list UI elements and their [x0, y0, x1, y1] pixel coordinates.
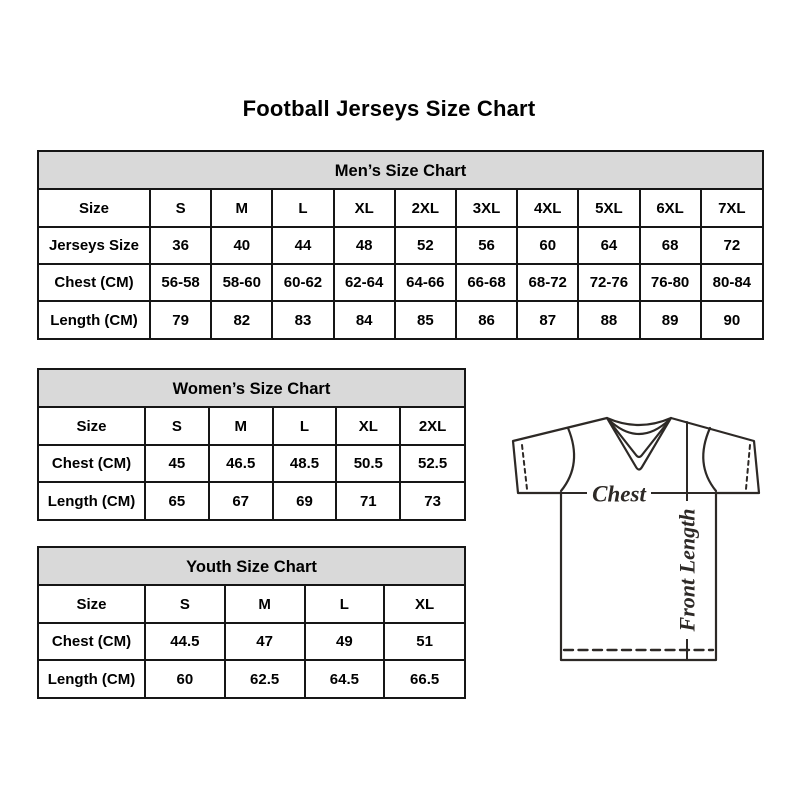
value-cell: M	[225, 586, 305, 623]
value-cell: 47	[225, 623, 305, 660]
jersey-illustration	[503, 396, 775, 674]
value-cell: L	[305, 586, 385, 623]
value-cell: 60	[145, 660, 225, 697]
row-label-cell: Length (CM)	[39, 660, 145, 697]
value-cell: 2XL	[400, 408, 464, 445]
value-cell: 5XL	[578, 190, 639, 227]
value-cell: 51	[384, 623, 464, 660]
value-cell: 65	[145, 482, 209, 519]
table-row	[39, 264, 762, 301]
value-cell: XL	[384, 586, 464, 623]
front-length-label: Front Length	[674, 508, 700, 632]
table-row	[39, 190, 762, 227]
value-cell: 87	[517, 301, 578, 338]
value-cell: 45	[145, 445, 209, 482]
value-cell: 89	[640, 301, 701, 338]
row-label-cell: Chest (CM)	[39, 623, 145, 660]
value-cell: 40	[211, 227, 272, 264]
youth-size-chart-grid	[39, 586, 464, 697]
mens-size-chart-table	[37, 150, 764, 340]
table-row	[39, 445, 464, 482]
value-cell: 46.5	[209, 445, 273, 482]
row-label-cell: Length (CM)	[39, 301, 150, 338]
mens-size-chart-grid	[39, 190, 762, 338]
value-cell: 64-66	[395, 264, 456, 301]
table-row	[39, 623, 464, 660]
value-cell: 49	[305, 623, 385, 660]
womens-size-chart-grid	[39, 408, 464, 519]
value-cell: 44.5	[145, 623, 225, 660]
womens-size-chart-title: Women’s Size Chart	[39, 370, 464, 408]
value-cell: S	[150, 190, 211, 227]
table-row	[39, 227, 762, 264]
value-cell: 44	[272, 227, 333, 264]
value-cell: 90	[701, 301, 762, 338]
value-cell: 60-62	[272, 264, 333, 301]
mens-size-chart-title: Men’s Size Chart	[39, 152, 762, 190]
value-cell: 56-58	[150, 264, 211, 301]
row-label-cell: Size	[39, 408, 145, 445]
value-cell: 84	[334, 301, 395, 338]
value-cell: 71	[336, 482, 400, 519]
value-cell: 86	[456, 301, 517, 338]
value-cell: XL	[334, 190, 395, 227]
value-cell: 48.5	[273, 445, 337, 482]
value-cell: 85	[395, 301, 456, 338]
value-cell: 52.5	[400, 445, 464, 482]
value-cell: 66-68	[456, 264, 517, 301]
jersey-measurement-diagram	[503, 396, 775, 674]
table-row	[39, 301, 762, 338]
value-cell: 79	[150, 301, 211, 338]
value-cell: 60	[517, 227, 578, 264]
value-cell: 64.5	[305, 660, 385, 697]
row-label-cell: Size	[39, 586, 145, 623]
value-cell: 3XL	[456, 190, 517, 227]
value-cell: 68	[640, 227, 701, 264]
value-cell: 2XL	[395, 190, 456, 227]
youth-size-chart-title: Youth Size Chart	[39, 548, 464, 586]
womens-size-chart-table	[37, 368, 466, 521]
row-label-cell: Chest (CM)	[39, 264, 150, 301]
value-cell: 73	[400, 482, 464, 519]
value-cell: L	[272, 190, 333, 227]
value-cell: 66.5	[384, 660, 464, 697]
table-row	[39, 660, 464, 697]
value-cell: 62.5	[225, 660, 305, 697]
value-cell: 88	[578, 301, 639, 338]
value-cell: M	[211, 190, 272, 227]
value-cell: 76-80	[640, 264, 701, 301]
value-cell: 68-72	[517, 264, 578, 301]
value-cell: S	[145, 586, 225, 623]
value-cell: M	[209, 408, 273, 445]
value-cell: 82	[211, 301, 272, 338]
value-cell: 50.5	[336, 445, 400, 482]
value-cell: 58-60	[211, 264, 272, 301]
value-cell: S	[145, 408, 209, 445]
value-cell: XL	[336, 408, 400, 445]
value-cell: 6XL	[640, 190, 701, 227]
value-cell: 69	[273, 482, 337, 519]
value-cell: 36	[150, 227, 211, 264]
table-row	[39, 408, 464, 445]
value-cell: 52	[395, 227, 456, 264]
value-cell: 80-84	[701, 264, 762, 301]
value-cell: 72-76	[578, 264, 639, 301]
page-title: Football Jerseys Size Chart	[242, 96, 536, 121]
row-label-cell: Length (CM)	[39, 482, 145, 519]
value-cell: 62-64	[334, 264, 395, 301]
value-cell: 72	[701, 227, 762, 264]
youth-size-chart-table	[37, 546, 466, 699]
value-cell: L	[273, 408, 337, 445]
value-cell: 56	[456, 227, 517, 264]
table-row	[39, 586, 464, 623]
table-row	[39, 482, 464, 519]
value-cell: 67	[209, 482, 273, 519]
value-cell: 7XL	[701, 190, 762, 227]
value-cell: 83	[272, 301, 333, 338]
value-cell: 4XL	[517, 190, 578, 227]
value-cell: 48	[334, 227, 395, 264]
chest-label: Chest	[592, 481, 646, 507]
row-label-cell: Jerseys Size	[39, 227, 150, 264]
value-cell: 64	[578, 227, 639, 264]
row-label-cell: Chest (CM)	[39, 445, 145, 482]
row-label-cell: Size	[39, 190, 150, 227]
